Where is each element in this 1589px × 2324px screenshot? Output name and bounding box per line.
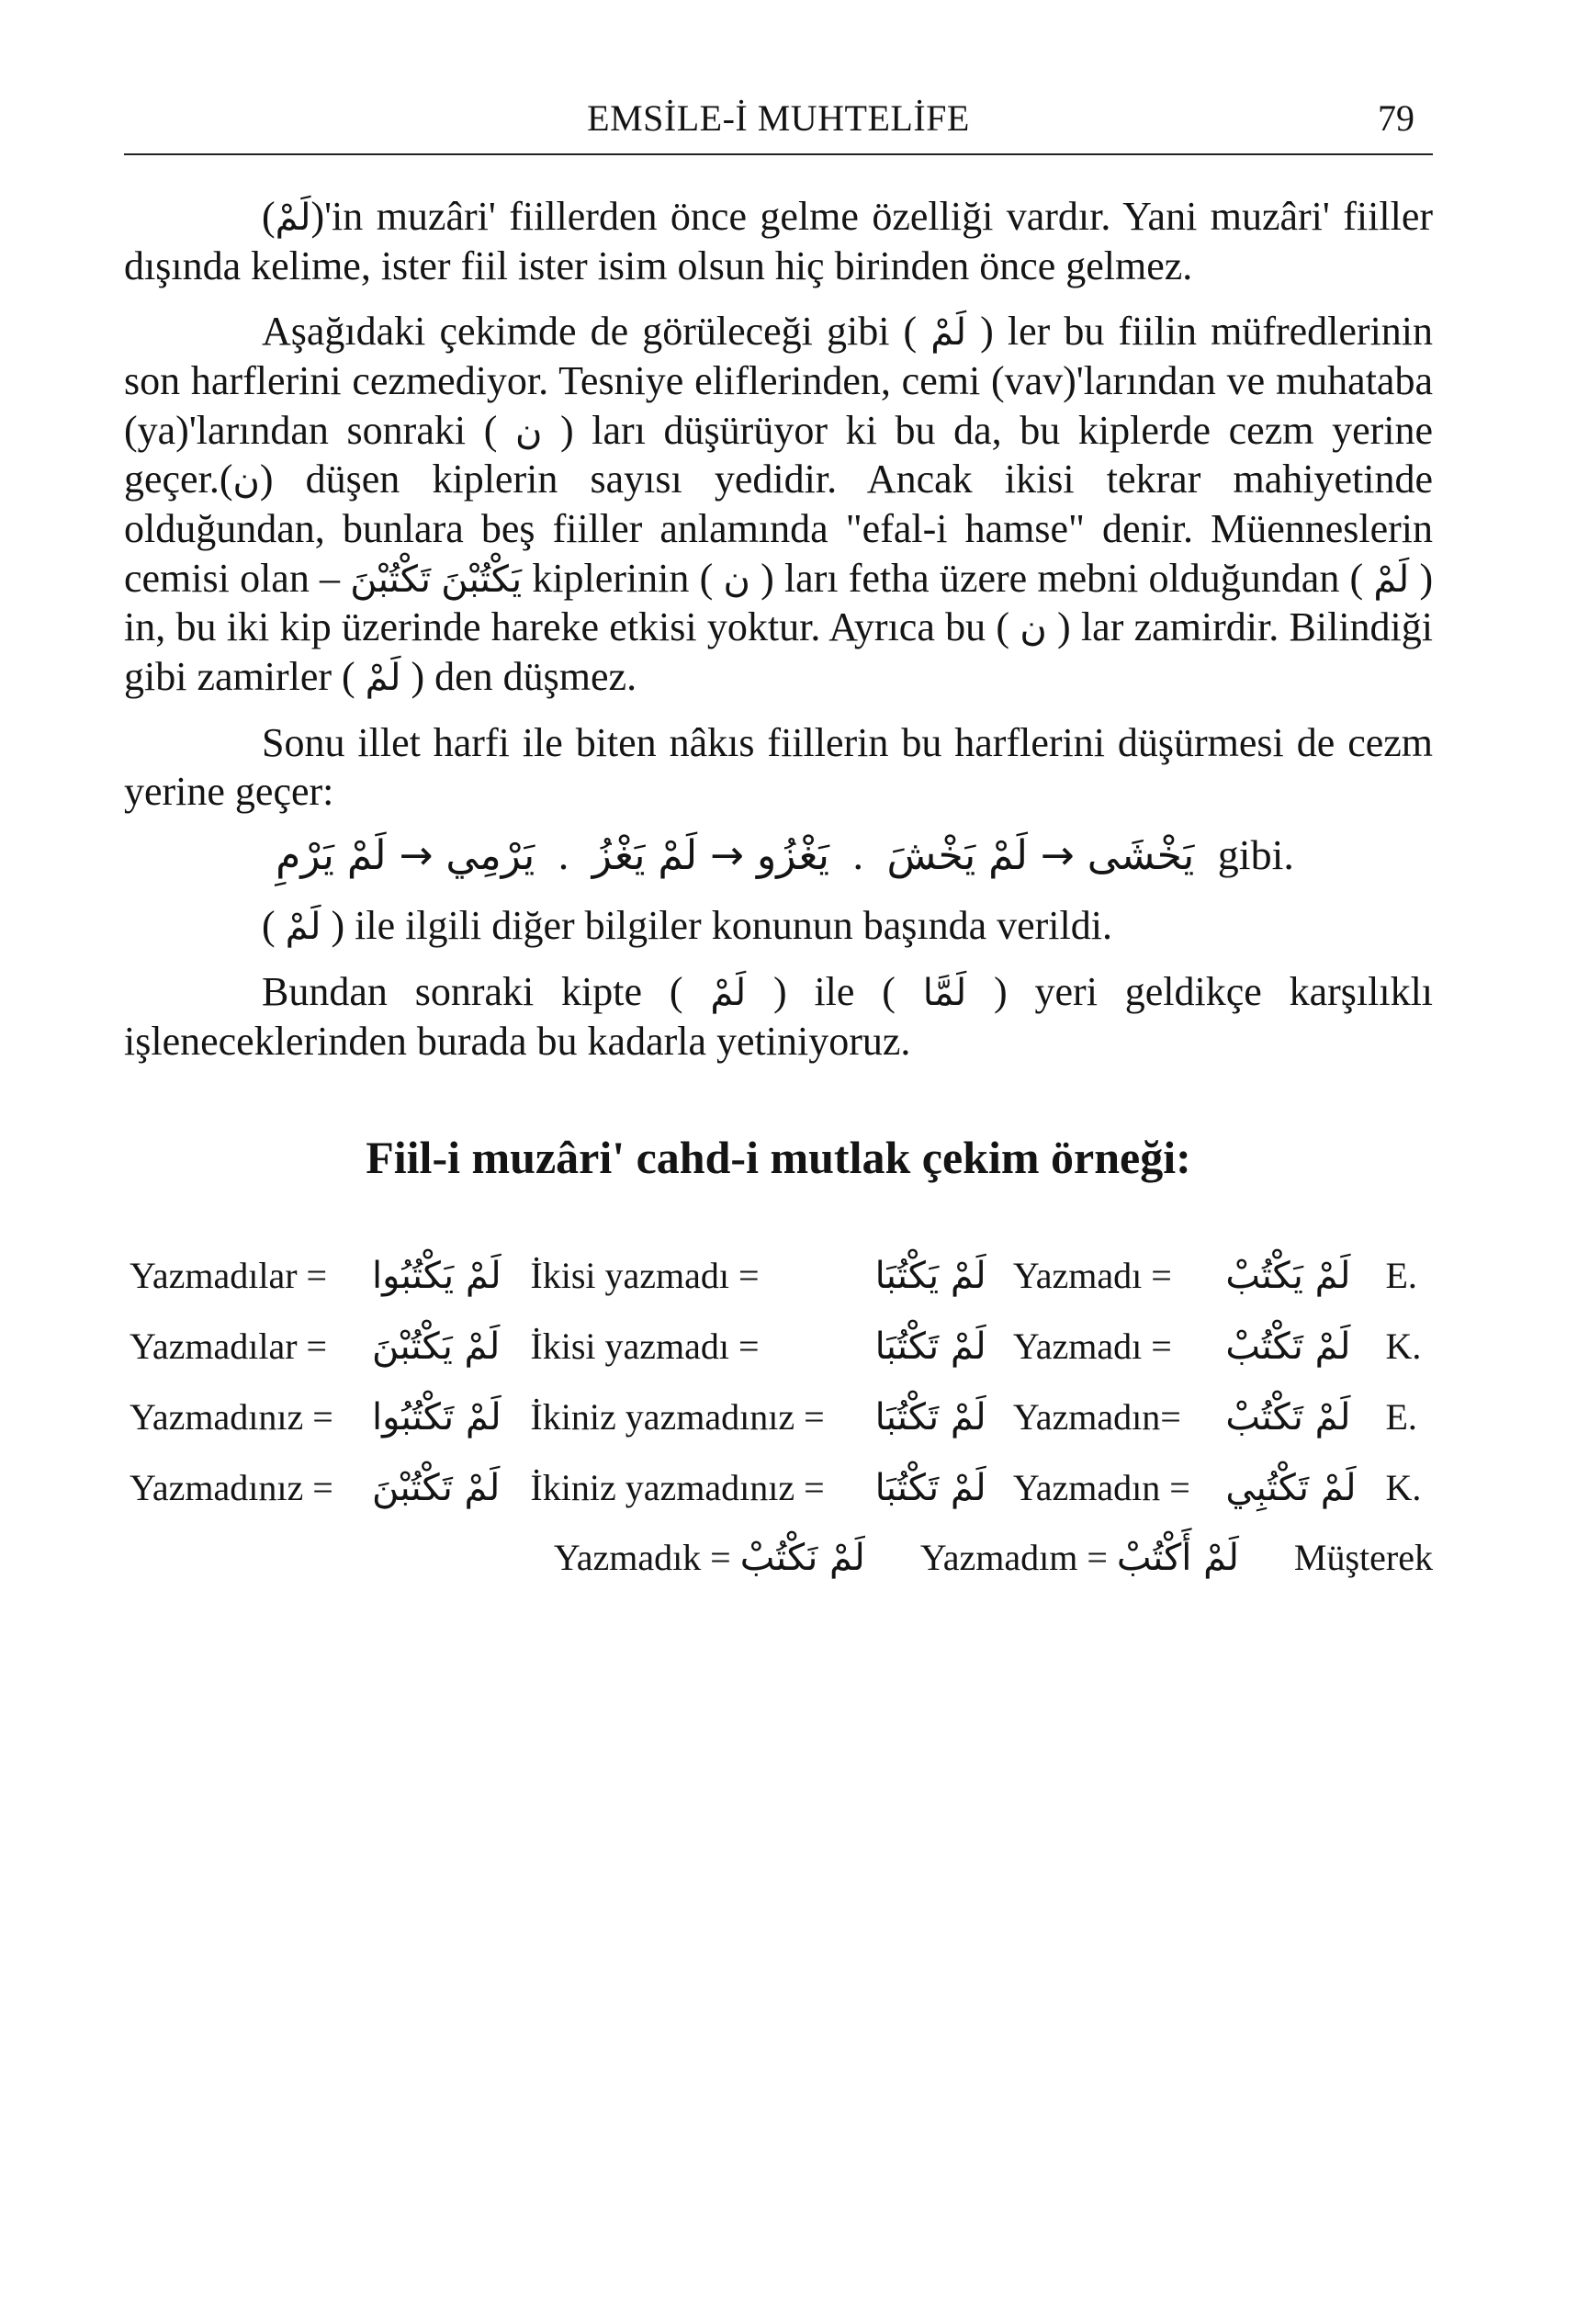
arabic-cell	[870, 1312, 1008, 1382]
example-yagzu: يَغْزُو → لَمْ يَغْزُ	[592, 832, 829, 880]
page-body	[124, 192, 1433, 1581]
text-run: ) ları fetha üzere mebni olduğundan (	[761, 555, 1364, 601]
arabic-cell	[366, 1382, 524, 1453]
conjugation-row	[124, 1453, 1433, 1524]
paragraph-text: )'in muzâri' fiillerden önce gelme özelliği vardır. Yani muzâri' fiiller dışında kelime, ister fiil ister isim olsun hiç birinden önce gelmez.	[124, 194, 1433, 288]
gender-cell	[1380, 1241, 1433, 1312]
arabic-cell	[366, 1241, 524, 1312]
page	[124, 87, 1433, 1581]
meaning-cell-text: İkiniz yazmadınız =	[530, 1466, 825, 1508]
meaning-cell: Yazmadım =	[919, 1537, 1108, 1579]
text-run: ) ları düşürüyor ki bu da, bu kiplerde cezm yerine geçer.(	[124, 407, 1434, 502]
text-run: ) düşen kiplerin sayısı yedidir. Ancak ikisi tekrar mahiyetinde olduğundan, bunlara beş fiiller anlamında "efal-i hamse" denir. Müenneslerin cemisi olan –	[124, 457, 1433, 601]
arabic-term: ن	[1020, 607, 1047, 650]
conjugation-last-row	[124, 1523, 1433, 1581]
text-run: ) ler bu fiilin müfredlerinin son harflerini cezmediyor. Tesniye eliflerinden, cemi (vav)'larından ve muhataba (ya)'larından sonraki (	[124, 309, 1434, 453]
arabic-term: يَكْتُبْنَ	[441, 558, 523, 601]
page-number: 79	[1378, 97, 1414, 139]
text-run: ) den düşmez.	[411, 654, 637, 700]
arabic-term: لَمْ	[1373, 558, 1410, 601]
meaning-cell-text: Yazmadı =	[1012, 1255, 1172, 1297]
examples-line: يَرْمِي → لَمْ يَرْمِ . يَغْزُو → لَمْ يَغْزُ . يَخْشَى → لَمْ يَخْشَ gibi.	[276, 831, 1294, 880]
conjugation-row	[124, 1312, 1433, 1382]
text-run: ) yeri geldikçe karşılıklı işleneceklerinden burada bu kadarla yetiniyoruz.	[124, 968, 1434, 1064]
arabic-cell: لَمْ أَكْتُبْ	[1116, 1537, 1239, 1580]
paragraph-4: ( لَمْ ) ile ilgili diğer bilgiler konunun başında verildi.	[262, 903, 1112, 949]
arabic-cell-text: لَمْ يَكْتُبْ	[1225, 1255, 1351, 1298]
meaning-cell-text: İkiniz yazmadınız =	[530, 1395, 825, 1438]
arabic-cell	[870, 1241, 1008, 1312]
arabic-cell-text: لَمْ تَكْتُبْ	[1225, 1325, 1351, 1368]
meaning-cell-text: Yazmadın =	[1012, 1466, 1190, 1508]
arabic-term: لَمْ	[275, 197, 311, 239]
meaning-cell-text: Yazmadınız =	[130, 1395, 333, 1438]
text-run: ) lar zamirdir. Bilindiği gibi zamirler (	[124, 604, 1433, 700]
meaning-cell	[1008, 1453, 1220, 1524]
paragraph-3: Sonu illet harfi ile biten nâkıs fiillerin bu harflerini düşürmesi de cezm yerine geçer:	[124, 719, 1433, 815]
arabic-term: ن	[723, 558, 750, 601]
arabic-term: لَمْ	[930, 311, 967, 355]
arabic-cell-text: لَمْ تَكْتُبْ	[1225, 1395, 1351, 1438]
meaning-cell-text: Yazmadılar =	[130, 1255, 328, 1297]
conjugation-row	[124, 1382, 1433, 1453]
gender-cell	[1380, 1382, 1433, 1453]
conjugation-table	[124, 1241, 1433, 1523]
conjugation-row	[124, 1241, 1433, 1312]
arabic-term: تَكْتُبْنَ	[350, 558, 432, 601]
arabic-cell-text: لَمْ تَكْتُبْنَ	[372, 1466, 501, 1509]
example-yahsha: يَخْشَى → لَمْ يَخْشَ	[886, 832, 1195, 880]
paragraph-1: (لَمْ)'in muzâri' fiillerden önce gelme özelliği vardır. Yani muzâri' fiiller dışında kelime, ister fiil ister isim olsun hiç birinden önce gelmez.	[124, 194, 1433, 288]
arabic-cell: لَمْ نَكْتُبْ	[739, 1537, 865, 1580]
arabic-cell-text: لَمْ تَكْتُبِي	[1225, 1466, 1357, 1509]
text-run: kiplerinin (	[532, 555, 714, 601]
meaning-cell-text: Yazmadılar =	[130, 1325, 328, 1367]
arabic-term: لَمْ	[710, 971, 747, 1014]
gender-cell-text: E.	[1385, 1255, 1417, 1297]
gender-cell-text: K.	[1385, 1325, 1422, 1367]
meaning-cell-text: Yazmadınız =	[130, 1466, 333, 1508]
gender-cell-text: E.	[1385, 1395, 1417, 1438]
arabic-term: لَمَّا	[922, 971, 967, 1014]
meaning-cell	[1008, 1312, 1220, 1382]
arabic-term: لَمْ	[285, 906, 321, 949]
meaning-cell-text: Yazmadı =	[1012, 1325, 1172, 1367]
gender-cell-text: K.	[1385, 1466, 1422, 1508]
examples-suffix: gibi.	[1217, 831, 1294, 879]
paragraph-text: ) ile ilgili diğer bilgiler konunun başında verildi.	[331, 903, 1112, 949]
meaning-cell	[524, 1312, 869, 1382]
arabic-term: ن	[232, 459, 260, 502]
running-title: EMSİLE-İ MUHTELİFE	[587, 97, 970, 139]
meaning-cell-text: İkisi yazmadı =	[530, 1255, 760, 1297]
arabic-term: ن	[515, 410, 543, 453]
arabic-cell	[366, 1453, 524, 1524]
arabic-cell	[1220, 1241, 1380, 1312]
arabic-cell	[870, 1382, 1008, 1453]
meaning-cell	[124, 1312, 366, 1382]
paragraph-2	[124, 307, 1433, 701]
meaning-cell: Yazmadık =	[553, 1537, 731, 1579]
text-run: ) in, bu iki kip üzerinde hareke etkisi yoktur. Ayrıca bu (	[124, 555, 1434, 650]
paragraph-5	[124, 967, 1433, 1066]
example-yarmi: يَرْمِي → لَمْ يَرْمِ	[276, 832, 535, 880]
arabic-cell	[1220, 1453, 1380, 1524]
arabic-cell	[870, 1453, 1008, 1524]
arabic-cell-text: لَمْ تَكْتُبَا	[874, 1466, 986, 1509]
meaning-cell	[524, 1453, 869, 1524]
arabic-cell-text: لَمْ تَكْتُبُوا	[372, 1395, 501, 1438]
section-title: Fiil-i muzâri' cahd-i mutlak çekim örneği:	[366, 1132, 1191, 1184]
gender-cell: Müşterek	[1293, 1537, 1433, 1579]
text-run: Aşağıdaki çekimde de görüleceği gibi (	[262, 309, 918, 355]
arabic-cell-text: لَمْ تَكْتُبَا	[874, 1395, 986, 1438]
meaning-cell-text: Yazmadın=	[1012, 1395, 1181, 1438]
page-header	[124, 87, 1433, 155]
arabic-cell	[1220, 1312, 1380, 1382]
meaning-cell	[524, 1241, 869, 1312]
meaning-cell	[1008, 1241, 1220, 1312]
meaning-cell	[524, 1382, 869, 1453]
arabic-cell-text: لَمْ تَكْتُبَا	[874, 1325, 986, 1368]
arabic-cell	[366, 1312, 524, 1382]
text-run: Bundan sonraki kipte (	[262, 968, 683, 1014]
meaning-cell	[1008, 1382, 1220, 1453]
arabic-cell-text: لَمْ يَكْتُبُوا	[372, 1255, 501, 1298]
arabic-cell-text: لَمْ يَكْتُبَا	[874, 1255, 986, 1298]
meaning-cell	[124, 1241, 366, 1312]
meaning-cell	[124, 1382, 366, 1453]
gender-cell	[1380, 1453, 1433, 1524]
meaning-cell	[124, 1453, 366, 1524]
text-run: ) ile (	[772, 968, 896, 1014]
arabic-cell-text: لَمْ يَكْتُبْنَ	[372, 1325, 501, 1368]
arabic-cell	[1220, 1382, 1380, 1453]
gender-cell	[1380, 1312, 1433, 1382]
meaning-cell-text: İkisi yazmadı =	[530, 1325, 760, 1367]
arabic-term: لَمْ	[365, 657, 401, 700]
